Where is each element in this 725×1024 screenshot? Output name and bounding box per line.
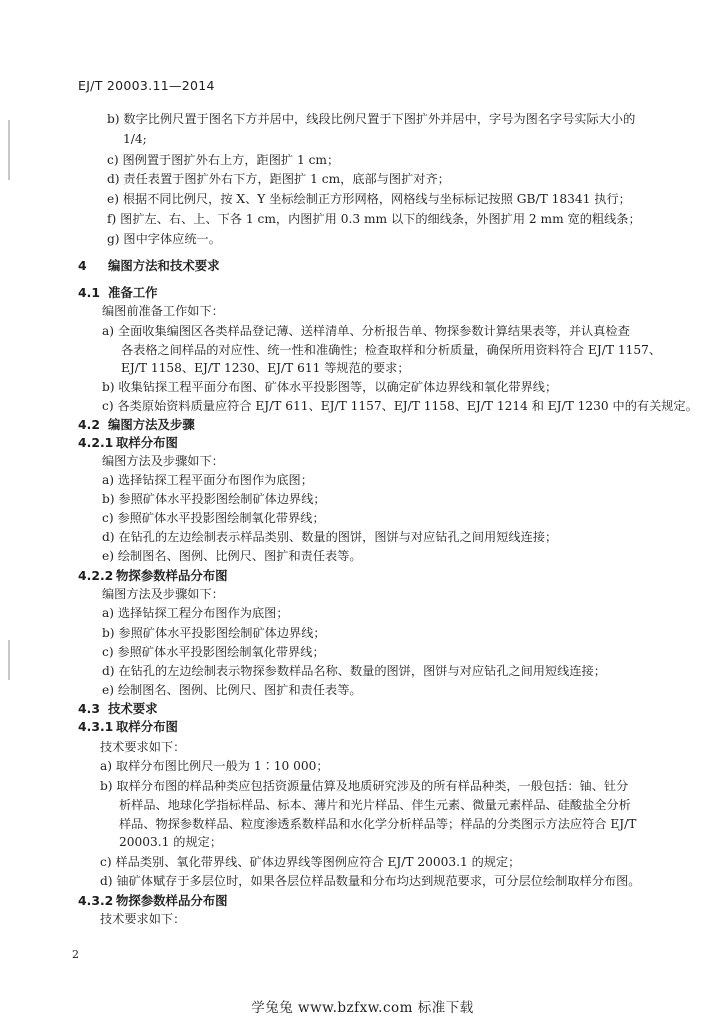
paragraph: 编图方法及步骤如下：	[102, 587, 224, 601]
list-item: b) 参照矿体水平投影图绘制矿体边界线；	[102, 492, 326, 506]
subsection-title: 准备工作	[108, 285, 158, 300]
list-item: g) 图中字体应统一。	[107, 232, 221, 246]
paragraph: 技术要求如下：	[100, 912, 186, 926]
list-item: f) 图扩左、右、上、下各 1 cm，内图扩用 0.3 mm 以下的细线条，外图扩用 2 mm 宽的粗线条；	[107, 212, 641, 226]
subsubsection-heading	[78, 435, 178, 450]
subsubsection-title: 物探参数样品分布图	[116, 893, 228, 908]
list-item: 样品、物探参数样品、粒度渗透系数样品和水化学分析样品等；样品的分类图示方法应符合 EJ/T	[119, 817, 637, 831]
section-number: 4	[78, 258, 87, 273]
subsection-title: 技术要求	[108, 701, 158, 716]
standard-code-header: EJ/T 20003.11—2014	[78, 78, 215, 93]
paragraph: 编图前准备工作如下：	[102, 304, 224, 318]
list-item: 1/4;	[123, 132, 147, 146]
list-item: e) 根据不同比例尺，按 X、Y 坐标绘制正方形网格，网格线与坐标标记按照 GB/T 18341 执行；	[107, 192, 631, 206]
list-item: 20003.1 的规定；	[119, 835, 223, 849]
list-item: c) 样品类别、氧化带界线、矿体边界线等图例应符合 EJ/T 20003.1 的规定；	[100, 855, 521, 869]
subsection-heading	[78, 285, 158, 300]
list-item: b) 参照矿体水平投影图绘制矿体边界线；	[102, 626, 326, 640]
scan-artifact-line	[8, 120, 10, 180]
list-item: b) 取样分布图的样品种类应包括资源量估算及地质研究涉及的所有样品种类，一般包括：铀、钍分	[100, 779, 629, 793]
list-item: c) 参照矿体水平投影图绘制氧化带界线；	[102, 511, 325, 525]
subsubsection-number: 4.2.1	[78, 435, 114, 450]
paragraph: 编图方法及步骤如下：	[102, 454, 224, 468]
subsubsection-number: 4.3.2	[78, 893, 114, 908]
footer-watermark[interactable]: 学兔兔 www.bzfxw.com 标准下载	[251, 1000, 474, 1016]
subsection-heading	[78, 417, 195, 432]
list-item: a) 取样分布图比例尺一般为 1∶10 000；	[100, 759, 329, 773]
subsubsection-number: 4.2.2	[78, 568, 114, 583]
subsubsection-heading	[78, 893, 228, 908]
section-heading	[78, 258, 220, 273]
list-item: e) 绘制图名、图例、比例尺、图扩和责任表等。	[102, 683, 362, 697]
subsubsection-heading	[78, 568, 228, 583]
list-item: a) 选择钻探工程平面分布图作为底图；	[102, 473, 313, 487]
list-item: e) 绘制图名、图例、比例尺、图扩和责任表等。	[102, 549, 362, 563]
section-title: 编图方法和技术要求	[108, 258, 220, 273]
subsubsection-title: 取样分布图	[116, 719, 178, 734]
list-item: b) 数字比例尺置于图名下方并居中，线段比例尺置于下图扩外并居中，字号为图名字号实际大小的	[107, 112, 636, 126]
list-item: a) 全面收集编图区各类样品登记薄、送样清单、分析报告单、物探参数计算结果表等，并认真检查	[102, 324, 630, 338]
list-item: c) 各类原始资料质量应符合 EJ/T 611、EJ/T 1157、EJ/T 1158、EJ/T 1214 和 EJ/T 1230 中的有关规定。	[102, 399, 698, 413]
list-item: a) 选择钻探工程分布图作为底图；	[102, 606, 289, 620]
list-item: 析样品、地球化学指标样品、标本、薄片和光片样品、伴生元素、微量元素样品、硅酸盐全分析	[119, 798, 631, 812]
subsubsection-number: 4.3.1	[78, 719, 114, 734]
subsection-number: 4.2	[78, 417, 100, 432]
list-item: d) 在钻孔的左边绘制表示物探参数样品名称、数量的图饼，图饼与对应钻孔之间用短线连接；	[102, 664, 606, 678]
list-item: d) 责任表置于图扩外右下方，距图扩 1 cm，底部与图扩对齐；	[107, 172, 450, 186]
paragraph: 技术要求如下：	[100, 740, 186, 754]
page-number: 2	[72, 948, 79, 961]
list-item: c) 图例置于图扩外右上方，距图扩 1 cm；	[107, 153, 340, 167]
list-item: d) 在钻孔的左边绘制表示样品类别、数量的图饼，图饼与对应钻孔之间用短线连接；	[102, 530, 558, 544]
list-item: b) 收集钻探工程平面分布图、矿体水平投影图等，以确定矿体边界线和氧化带界线；	[102, 380, 558, 394]
list-item: c) 参照矿体水平投影图绘制氧化带界线；	[102, 645, 325, 659]
subsubsection-title: 取样分布图	[116, 435, 178, 450]
subsection-heading	[78, 701, 158, 716]
list-item: d) 铀矿体赋存于多层位时，如果各层位样品数量和分布均达到规范要求，可分层位绘制取样分布图。	[100, 874, 641, 888]
subsubsection-title: 物探参数样品分布图	[116, 568, 228, 583]
subsection-number: 4.1	[78, 285, 100, 300]
subsubsection-heading	[78, 719, 178, 734]
subsection-title: 编图方法及步骤	[108, 417, 195, 432]
list-item: 各表格之间样品的对应性、统一性和准确性；检查取样和分析质量，确保所用资料符合 EJ/T 1157、	[121, 343, 662, 357]
subsection-number: 4.3	[78, 701, 100, 716]
scan-artifact-line	[8, 640, 10, 680]
list-item: EJ/T 1158、EJ/T 1230、EJ/T 611 等规范的要求；	[121, 361, 410, 375]
